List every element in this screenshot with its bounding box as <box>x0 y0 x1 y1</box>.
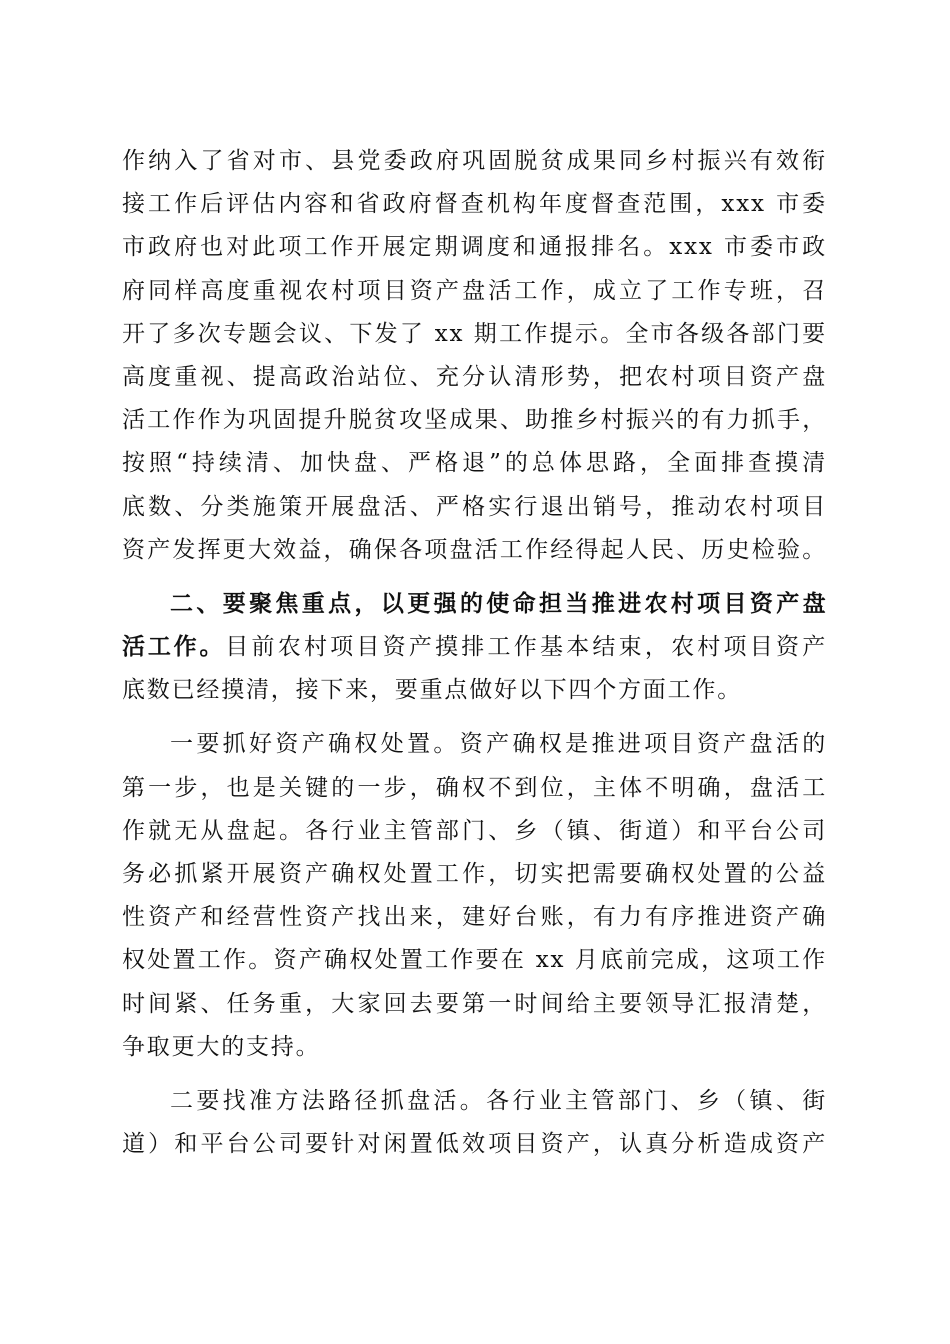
text-line: 一要抓好资产确权处置。资产确权是推进项目资产盘活的 <box>170 731 827 758</box>
text-line: 争取更大的支持。 <box>122 1033 321 1060</box>
text-line: 第一步，也是关键的一步，确权不到位，主体不明确，盘活工 <box>122 774 827 801</box>
section-heading-end: 活工作。 <box>122 634 226 661</box>
text-line: 时间紧、任务重，大家回去要第一时间给主要领导汇报清楚， <box>122 990 827 1017</box>
text-line: 市政府也对此项工作开展定期调度和通报排名。xxx 市委市政 <box>122 234 827 261</box>
text-line: 接工作后评估内容和省政府督查机构年度督查范围，xxx 市委 <box>122 191 827 218</box>
paragraph-4 <box>122 1080 827 1166</box>
text-line: 按照“持续清、加快盘、严格退”的总体思路，全面排查摸清 <box>122 450 827 477</box>
text-line: 府同样高度重视农村项目资产盘活工作，成立了工作专班，召 <box>122 277 827 304</box>
text-line: 底数、分类施策开展盘活、严格实行退出销号，推动农村项目 <box>122 493 827 520</box>
text-line: 高度重视、提高政治站位、充分认清形势，把农村项目资产盘 <box>122 363 827 390</box>
text-line: 底数已经摸清，接下来，要重点做好以下四个方面工作。 <box>122 677 742 704</box>
text-line: 道）和平台公司要针对闲置低效项目资产，认真分析造成资产 <box>122 1131 827 1158</box>
section-2-paragraph <box>122 583 827 713</box>
text-line <box>122 626 827 669</box>
document-body <box>122 140 827 1166</box>
text-line: 作纳入了省对市、县党委政府巩固脱贫成果同乡村振兴有效衔 <box>122 148 827 174</box>
text-line: 作就无从盘起。各行业主管部门、乡（镇、街道）和平台公司 <box>122 817 827 844</box>
text-line: 资产发挥更大效益，确保各项盘活工作经得起人民、历史检验。 <box>122 536 827 563</box>
text-line: 二要找准方法路径抓盘活。各行业主管部门、乡（镇、街 <box>170 1087 827 1114</box>
text-line: 活工作作为巩固提升脱贫攻坚成果、助推乡村振兴的有力抓手， <box>122 407 827 434</box>
section-heading: 二、要聚焦重点，以更强的使命担当推进农村项目资产盘 <box>170 590 827 617</box>
text-line: 开了多次专题会议、下发了 xx 期工作提示。全市各级各部门要 <box>122 320 827 347</box>
text-line: 性资产和经营性资产找出来，建好台账，有力有序推进资产确 <box>122 904 827 931</box>
text-fragment: 目前农村项目资产摸排工作基本结束，农村项目资产 <box>225 634 827 661</box>
paragraph-1 <box>122 140 827 572</box>
text-line: 务必抓紧开展资产确权处置工作，切实把需要确权处置的公益 <box>122 861 827 887</box>
text-line: 权处置工作。资产确权处置工作要在 xx 月底前完成，这项工作 <box>122 947 827 974</box>
paragraph-3 <box>122 723 827 1069</box>
